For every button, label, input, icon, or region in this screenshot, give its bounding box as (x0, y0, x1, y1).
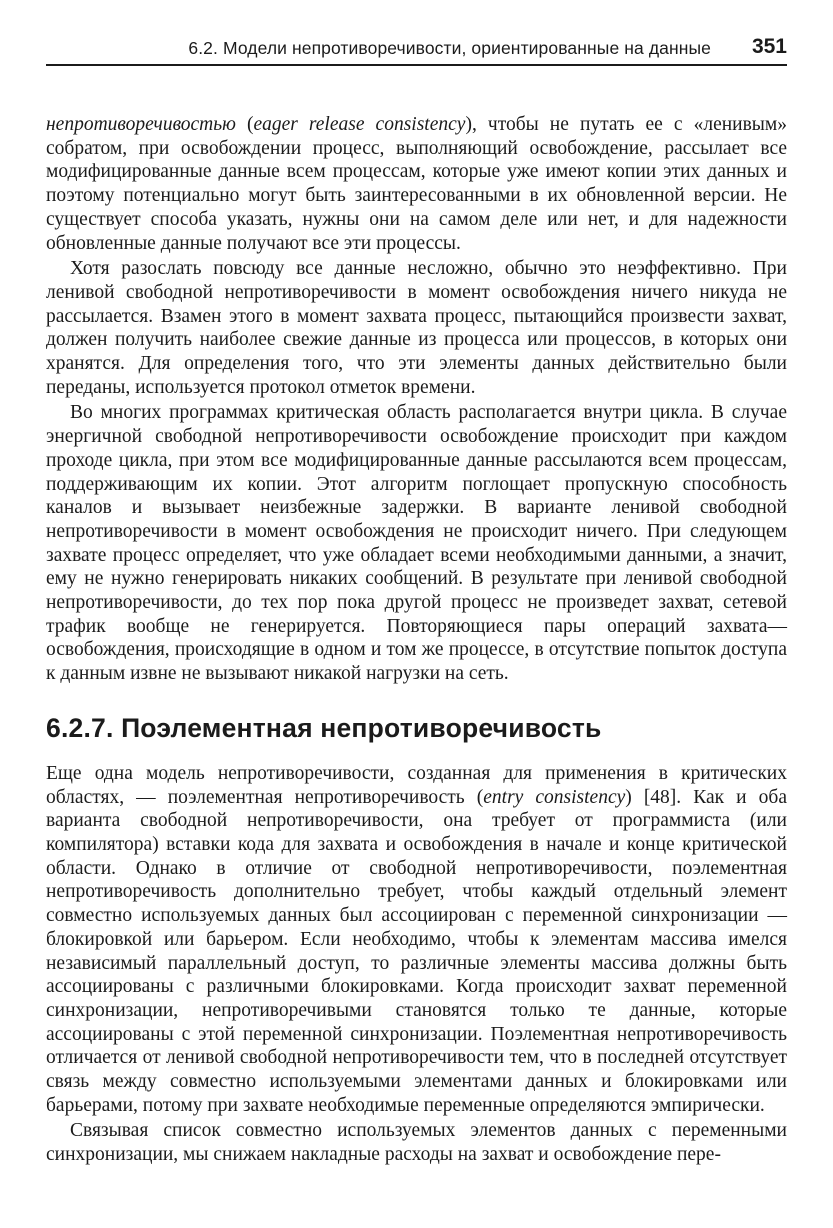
paragraph (46, 762, 787, 1118)
paragraph: Во многих программах критическая область располагается внутри цикла. В случае энергичной свободной непротиворечивости освобождение происходит при каждом проходе цикла, при этом все модифицированные данные рассылаются всем процессам, поддерживающим их копии. Этот алгоритм поглощает пропускную способность каналов и вызывает неизбежные задержки. В варианте ленивой свободной непротиворечивости в момент освобождения не происходит ничего. При следующем захвате процесс определяет, что уже обладает всеми необходимыми данными, а значит, ему не нужно генерировать никаких сообщений. В результате при ленивой свободной непротиворечивости, до тех пор пока другой процесс не произведет захват, сетевой трафик вообще не генерируется. Повторяющиеся пары операций захвата—освобождения, происходящие в одном и том же процессе, в отсутствие попыток доступа к данным извне не вызывают никакой нагрузки на сеть. (46, 402, 787, 685)
italic-term: непротиворечивостью (46, 114, 236, 135)
paragraph-continued (46, 113, 787, 255)
italic-term: eager release consistency (253, 114, 466, 135)
running-header (46, 30, 787, 66)
page-number: 351 (751, 35, 787, 58)
text-run: Еще одна модель непротиворечивости, созданная для применения в критических областях, — поэлементная непротиворечивость ( (46, 762, 787, 808)
text-run: ) [48]. Как и оба варианта свободной непротиворечивости, она требует от программиста (или компилятора) вставки кода для захвата и освобождения в начале и конце критической области. Однако в отличие от свободной непротиворечивости, поэлементная непротиворечивость дополнительно требует, чтобы каждый отдельный элемент совместно используемых данных был ассоциирован с переменной синхронизации — блокировкой или барьером. Если необходимо, чтобы к элементам массива имелся независимый параллельный доступ, то различные элементы массива должны быть ассоциированы с различными блокировками. Когда происходит захват переменной синхронизации, непротиворечивыми становятся только те данные, которые ассоциированы с этой переменной синхронизации. Поэлементная непротиворечивость отличается от ленивой свободной непротиворечивости тем, что в последней отсутствует связь между совместно используемыми элементами данных и блокировками или барьерами, потому при захвате необходимые переменные определяются эмпирически. (46, 786, 787, 1116)
paragraph: Хотя разослать повсюду все данные несложно, обычно это неэффективно. При ленивой свободной непротиворечивости в момент освобождения ничего никуда не рассылается. Взамен этого в момент захвата процесс, пытающийся произвести захват, должен получить наиболее свежие данные из процесса или процессов, в которых они хранятся. Для определения того, что эти элементы данных действительно были переданы, используется протокол отметок времени. (46, 258, 787, 398)
text-run: ), чтобы не путать ее с «ленивым» собратом, при освобождении процесс, выполняющий освобождение, рассылает все модифицированные данные всем процессам, которые уже имеют копии этих данных и поэтому потенциально могут быть заинтересованными в их обновленной версии. Не существует способа указать, нужны они на самом деле или нет, и для надежности обновленные данные получают все эти процессы. (46, 114, 788, 254)
paragraph: Связывая список совместно используемых элементов данных с переменными синхронизации, мы снижаем накладные расходы на захват и освобождение пере- (46, 1120, 787, 1166)
running-title: 6.2. Модели непротиворечивости, ориентированные на данные (188, 38, 711, 58)
text-run: ( (235, 114, 254, 135)
italic-term: entry consistency (483, 786, 626, 808)
section-heading: 6.2.7. Поэлементная непротиворечивость (46, 712, 602, 743)
page-body (46, 113, 787, 1167)
